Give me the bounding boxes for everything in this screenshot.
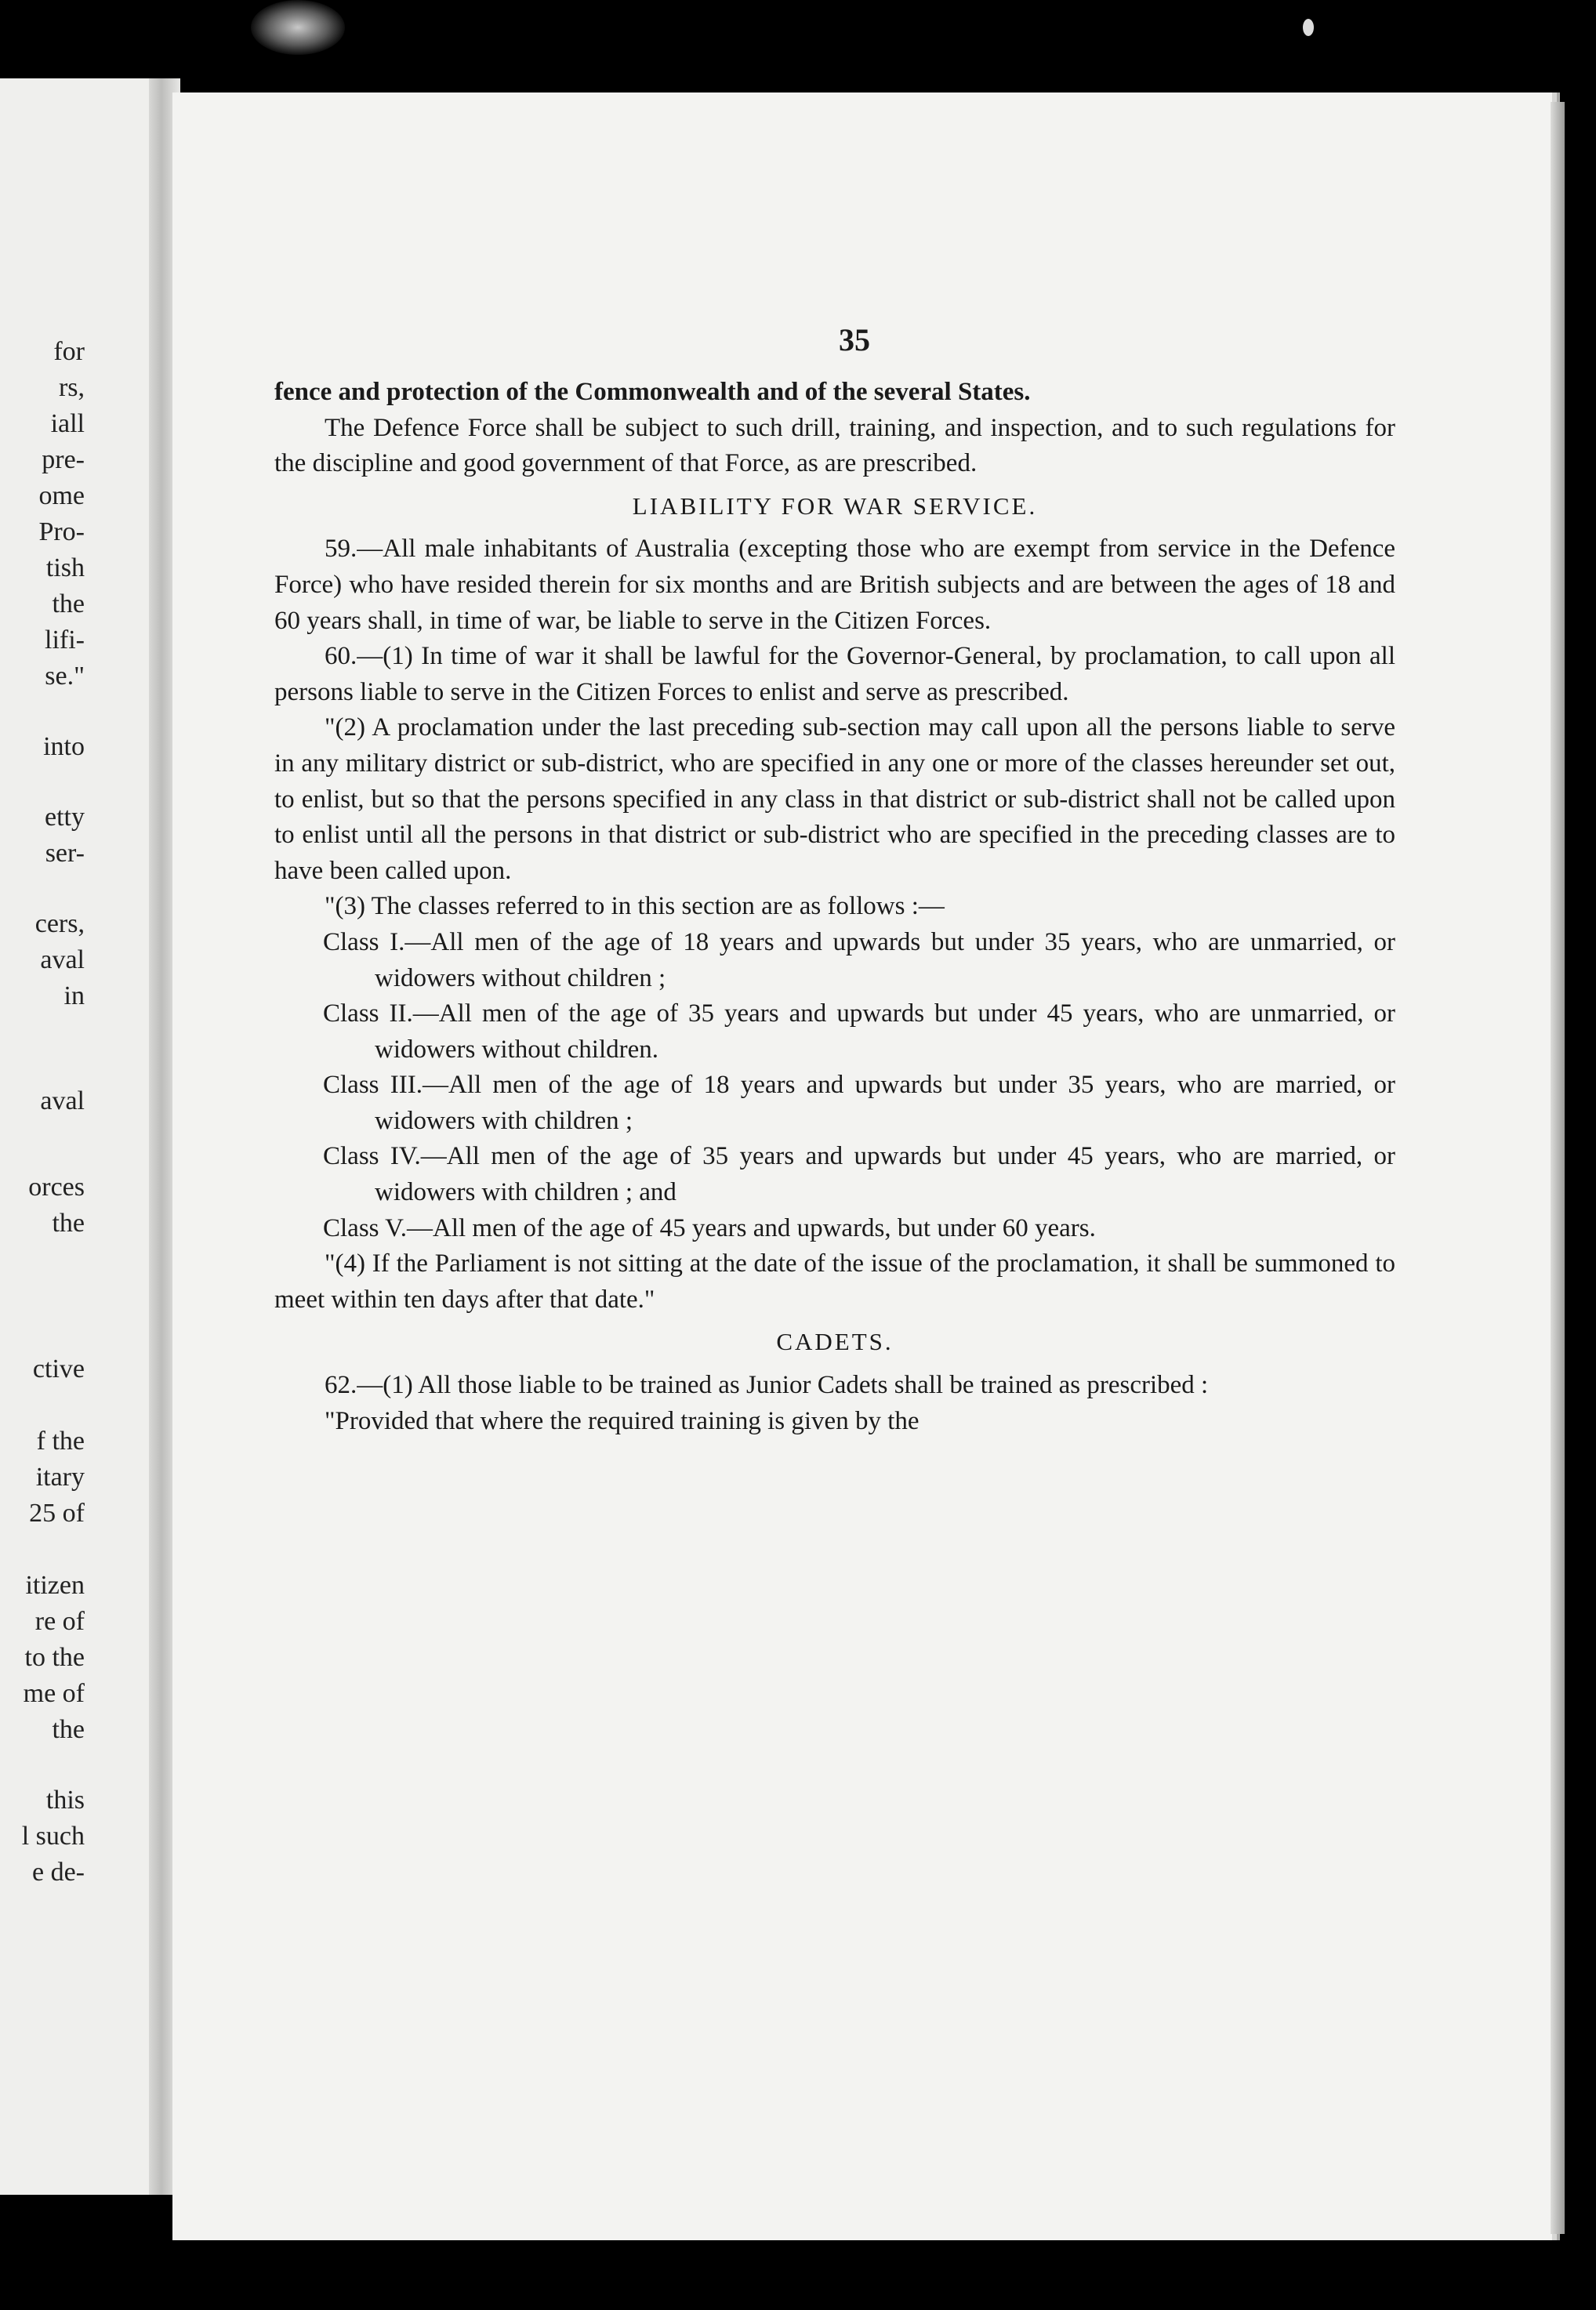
section-60-4: "(4) If the Parliament is not sitting at the date of the issue of the proclamation, it shall be summoned to meet within ten days after that date." [274, 1249, 1395, 1314]
section-60-3: "(3) The classes referred to in this section are as follows :— [325, 892, 945, 921]
previous-page-fragment: the [52, 1715, 85, 1744]
section-60-1 [274, 639, 1395, 710]
previous-page-fragment: se." [45, 662, 85, 691]
previous-page-fragment: me of [23, 1679, 85, 1708]
previous-page-fragment: itary [35, 1463, 85, 1492]
class-item [274, 1068, 1395, 1139]
class-label: Class IV. [323, 1142, 421, 1171]
section-62-1: 62.—(1) All those liable to be trained as Junior Cadets shall be trained as prescribed : [325, 1371, 1209, 1400]
class-label: Class V. [323, 1213, 407, 1242]
previous-page-fragment: etty [45, 803, 85, 832]
previous-page-fragment: Pro- [38, 517, 85, 546]
previous-page-fragment: in [63, 981, 85, 1010]
section-heading-liability: LIABILITY FOR WAR SERVICE. [632, 491, 1038, 520]
paragraph-continuation: fence and protection of the Commonwealth and of the several States. [274, 378, 1031, 406]
previous-page-fragment: tish [45, 553, 85, 582]
previous-page-fragment: ome [38, 481, 85, 510]
previous-page-fragment: ser- [45, 839, 85, 868]
previous-page-fragment: l such [21, 1822, 85, 1851]
section-heading-cadets: CADETS. [776, 1328, 894, 1356]
previous-page-fragment: e de- [31, 1858, 85, 1887]
previous-page-fragment: the [52, 1209, 85, 1238]
paragraph-defence-force: The Defence Force shall be subject to such drill, training, and inspection, and to such regulations for the discipline and good government of that Force, as are prescribed. [274, 413, 1395, 478]
document-page [172, 92, 1552, 2240]
section-59 [274, 531, 1395, 639]
previous-page-fragment: aval [40, 1086, 85, 1115]
class-text: —All men of the age of 35 years and upwards but under 45 years, who are married, or widowers with children ; and [375, 1142, 1395, 1207]
class-label: Class II. [323, 999, 413, 1028]
class-text: —All men of the age of 35 years and upwards but under 45 years, who are unmarried, or widowers without children. [375, 999, 1395, 1064]
previous-page-fragment: this [45, 1786, 85, 1815]
previous-page-fragment: aval [40, 945, 85, 974]
page-body [274, 375, 1395, 1439]
section-number: 59. [325, 535, 357, 564]
previous-page-fragment: the [52, 589, 85, 618]
class-text: —All men of the age of 18 years and upwards but under 35 years, who are unmarried, or widowers without children ; [375, 927, 1395, 992]
section-number: 60. [325, 642, 357, 671]
page-number: 35 [839, 322, 870, 357]
previous-page-fragment: into [43, 732, 85, 761]
previous-page-fragment: lifi- [45, 626, 85, 655]
class-item [274, 1211, 1395, 1247]
previous-page-fragment: cers, [34, 909, 85, 938]
previous-page [0, 78, 157, 2195]
previous-page-fragment: iall [50, 409, 85, 438]
previous-page-fragment: for [53, 337, 85, 366]
previous-page-fragment: f the [36, 1427, 85, 1456]
scan-artifact [1303, 19, 1314, 36]
section-text: —All male inhabitants of Australia (excepting those who are exempt from service in the Defence Force) who have resided therein for six months and are British subjects and are between the ages of 18 and 60 years shall, in time of war, be liable to serve in the Citizen Forces. [274, 535, 1395, 635]
previous-page-fragment: itizen [25, 1571, 85, 1600]
section-text: —(1) In time of war it shall be lawful for the Governor-General, by proclamation, to call upon all persons liable to serve in the Citizen Forces to enlist and serve as prescribed. [274, 642, 1395, 706]
previous-page-fragment: rs, [58, 373, 85, 402]
class-item [274, 925, 1395, 996]
previous-page-fragment: ctive [32, 1354, 85, 1383]
class-item [274, 996, 1395, 1068]
previous-page-fragment: re of [34, 1607, 85, 1636]
class-text: —All men of the age of 45 years and upwards, but under 60 years. [407, 1213, 1096, 1242]
section-62-proviso: "Provided that where the required training is given by the [325, 1406, 920, 1435]
class-list [274, 925, 1395, 1246]
class-text: —All men of the age of 18 years and upwards but under 35 years, who are married, or widowers with children ; [375, 1071, 1395, 1135]
previous-page-fragment: pre- [42, 445, 85, 474]
class-label: Class I. [323, 927, 405, 956]
class-item [274, 1139, 1395, 1210]
page-edge [1551, 102, 1565, 2234]
previous-page-fragment: orces [28, 1173, 85, 1202]
scan-artifact [251, 0, 345, 55]
previous-page-fragment: to the [24, 1643, 85, 1672]
class-label: Class III. [323, 1071, 423, 1100]
section-60-2: "(2) A proclamation under the last preceding sub-section may call upon all the persons liable to serve in any military district or sub-district, who are specified in any one or more of the classes hereunder set out, to enlist, but so that the persons specified in any class in that district or sub-district shall not be called upon to enlist until all the persons in that district or sub-district who are specified in the preceding classes are to have been called upon. [274, 713, 1395, 885]
previous-page-fragment: 25 of [29, 1499, 85, 1528]
